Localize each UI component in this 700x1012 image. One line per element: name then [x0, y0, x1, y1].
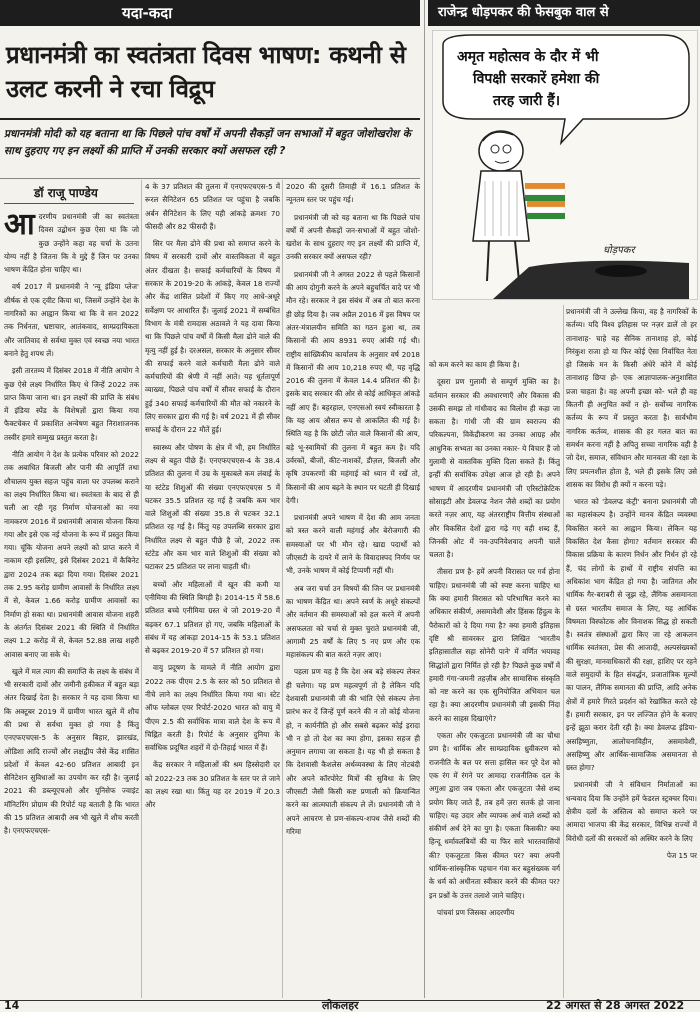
- flag-saffron: [527, 201, 565, 207]
- man-leg: [487, 241, 489, 281]
- article-column-5: [566, 305, 697, 998]
- paragraph: प्रधानमंत्री जी ने संविधान निर्माताओं का धन्यवाद दिया कि उन्होंने हमें फेडरल स्ट्रक्चर दिया। क्षेत्रीय दलों के अस्तित्व को समाप्त करने पर आमादा भाजपा की केंद्र सरकार, विभिन्न राज्यों में विरोधी दलों की सरकारों को अस्थिर करने के लिए: [566, 780, 697, 843]
- paragraph: बच्चों और महिलाओं में खून की कमी या एनीमिया की स्थिति बिगड़ी है। 2014-15 में 58.6 प्रतिशत बच्चे एनीमिया ग्रस्त थे जो 2019-20 में बढ़कर 67.1 प्रतिशत हो गए, जबकि महिलाओं के संबंध में यह आंकड़ा 2014-15 के 53.1 प्रतिशत से बढ़कर 2019-20 में 57 प्रतिशत हो गया।: [145, 579, 280, 656]
- article-column-2: [145, 180, 280, 998]
- paragraph: [4, 210, 139, 276]
- flag-white: [527, 207, 565, 213]
- paragraph: तीसरा प्रण है- हमें अपनी विरासत पर गर्व होना चाहिए। प्रधानमंत्री जी को स्पष्ट करना चाहिए था कि क्या हमारी विरासत को परिभाषित करने का अधिकार संकीर्ण, असमावेशी और हिंसक हिंदुत्व के पैरोकारों को दे दिया गया है? क्या हमारी इतिहास दृष्टि श्री सावरकर द्वारा लिखित 'भारतीय इतिहासातील सहा सोनेरी पाने' में वर्णित भयावह सिद्धांतों द्वारा निर्मित हो रही है? पिछले कुछ वर्षों में हमारी गंगा-जमनी तहज़ीब और सामासिक संस्कृति को नष्ट करने का एक सुनियोजित अभियान चल रहा है। क्या आदरणीय प्रधानमंत्री जी इसकी निंदा करने का साहस दिखाएंगे?: [429, 567, 560, 723]
- article-column-3: [286, 180, 420, 998]
- byline-rule: [4, 203, 134, 204]
- drop-cap: आ: [4, 210, 35, 242]
- article-column-1: [4, 210, 139, 998]
- headline: प्रधानमंत्री का स्वतंत्रता दिवस भाषण: कथनी से उलट करनी ने रचा विद्रूप: [6, 41, 406, 103]
- paragraph: खुले में मल त्याग की समाप्ति के लक्ष्य के संबंध में भी सरकारी दावों और जमीनी हकीकत में बहुत बड़ा अंतर दिखाई देता है। सरकार ने यह दावा किया था कि अक्टूबर 2019 में ग्रामीण भारत खुले में शौच की प्रथा से सर्वथा मुक्त हो गया है किंतु एनएफएचएस-5 के अनुसार बिहार, झारखंड, ओडिशा आदि राज्यों और लक्षद्वीप जैसे केंद्र शासित प्रदेशों में केवल 42-60 प्रतिशत आबादी इन सैनिटेशन सुविधाओं का उपयोग कर रही है। जुलाई 2021 की डब्ल्यूएचओ और यूनिसेफ ज्वाइंट मॉनिटरिंग प्रोग्राम की रिपोर्ट यह बताती है कि भारत की 15 प्रतिशत आबादी अब भी खुले में शौच करती है। एनएफएचएस-: [4, 666, 139, 836]
- paragraph: प्रधानमंत्री जी ने उल्लेख किया, वह है नागरिकों के कर्तव्य। यदि विश्व इतिहास पर नज़र डालें तो हर तानाशाह- चाहे वह सैनिक तानाशाह हो, कोई निरंकुश राजा हो या फिर कोई ऐसा निर्वाचित नेता हो जिसके मन के किसी अंधेरे कोने में कोई तानाशाह छिपा हो- एक आज्ञापालक-अनुशासित प्रजा चाहता है। वह अपनी इच्छा को- भले ही वह कितनी ही अनुचित क्यों न हो- सर्वोच्च नागरिक कर्तव्य के रूप में प्रस्तुत करता है। सार्वभौम नागरिक कर्तव्य, शासक की हर गलत बात का समर्थन करना नहीं है अपितु सच्चा नागरिक वही है जो देश, समाज, संविधान और मानवता की रक्षा के लिए प्रयत्नशील होता है, भले ही इसके लिए उसे शासक का विरोध ही क्यों न करना पड़े।: [566, 307, 697, 489]
- section-header-left: यदा-कदा: [0, 0, 420, 26]
- flag-saffron: [525, 183, 565, 189]
- cartoon-drawing: [433, 31, 697, 299]
- continued-note: पेज 15 पर: [666, 850, 697, 860]
- cartoonist-signature: धोड़पकर: [603, 245, 635, 256]
- paragraph: प्रधानमंत्री जी ने अगस्त 2022 से पहले किसानों की आय दोगुनी करने के अपने बहुचर्चित वादे पर भी मौन रहे। सरकार ने इस संबंध में अब तो बात करना ही छोड़ दिया है। जब अप्रैल 2016 में इस विषय पर अंतर-मंत्रालयीन समिति का गठन हुआ था, तब किसानों की आय 8931 रुपए आंकी गई थी। राष्ट्रीय सांख्यिकीय कार्यालय के अनुसार वर्ष 2018 में किसानों की आय 10,218 रुपए थी, यह वृद्धि 2016 की तुलना में केवल 14.4 प्रतिशत की है। इसके बाद सरकार की ओर से कोई आधिकृत आंकड़े नहीं आए हैं। बहरहाल, एनएसओ स्वयं स्वीकारता है कि यह आय औसत रूप से आकलित की गई है। स्थिति यह है कि छोटी जोत वाले किसानों की आय, बड़े भू-स्वामियों की तुलना में बहुत कम है। यदि उर्वरकों, बीजों, कीट-नाशकों, डीज़ल, बिजली और कृषि उपकरणों की महंगाई को ध्यान में रखें तो, किसानों की आय बढ़ने के स्थान पर घटती ही दिखाई देगी।: [286, 269, 420, 505]
- paragraph: वायु प्रदूषण के मामले में नीति आयोग द्वारा 2022 तक पीएम 2.5 के स्तर को 50 प्रतिशत से नीचे लाने का लक्ष्य निर्धारित किया गया था। स्टेट ऑफ ग्लोबल एयर रिपोर्ट-2020 भारत को वायु में पीएम 2.5 की सर्वाधिक मात्रा वाले देश के रूप में चिह्नित करती है। रिपोर्ट के अनुसार दुनिया के सर्वाधिक प्रदूषित शहरों में दो-तिहाई भारत में हैं।: [145, 663, 280, 753]
- column-divider: [563, 305, 564, 998]
- flag-green: [527, 213, 565, 219]
- paragraph: को कम करने का काम ही किया है।: [429, 360, 520, 369]
- paragraph-text: दरणीय प्रधानमंत्री जी का स्वतंत्रता दिवस उद्बोधन कुछ ऐसा था कि जो कुछ उन्होंने कहा वह चर्चा के उतना योग्य नहीं है जितना कि वे मुद्दे हैं जिन पर उनका भाषण केंद्रित होना चाहिए था।: [4, 212, 139, 275]
- flag-bundle: [525, 183, 565, 219]
- man-leg: [515, 241, 519, 281]
- paragraph: प्रधानमंत्री जी को यह बताना था कि पिछले पांच वर्षों में अपनी सैकड़ों जन-सभाओं में बहुत जोशो-खरोश के साथ दुहराए गए इन लक्ष्यों की प्राप्ति में, उनकी सरकार क्यों असफल रही?: [286, 212, 420, 262]
- headline-rule: [0, 118, 420, 120]
- paragraph: केंद्र सरकार ने महिलाओं की श्रम हिस्सेदारी दर को 2022-23 तक 30 प्रतिशत के स्तर पर ले जाने का लक्ष्य रखा था। किंतु यह दर 2019 में 20.3 और: [145, 760, 280, 810]
- paragraph: दूसरा प्रण गुलामी से सम्पूर्ण मुक्ति का है। वर्तमान सरकार की अवधारणाएँ और विकास की उसकी समझ तो गांधीवाद का विलोम ही कहा जा सकता है। गांधी जी की ग्राम स्वराज्य की परिकल्पना, विकेंद्रीकरण का उनका आग्रह और आधुनिक सभ्यता का उनका नकार- ये विचार हैं जो गुलामी से वास्तविक मुक्ति दिला सकते हैं। किंतु इन्हीं की सर्वाधिक उपेक्षा आज हो रही है। अपने भाषण में आदरणीय प्रधानमंत्री जी एरिस्टोक्रेटिक सोसाइटी और डेवलप्ड नेशन जैसे शब्दों का प्रयोग करते नज़र आए, यह अंतरराष्ट्रीय वित्तीय संस्थाओं और विकसित देशों द्वारा गढ़े गए वही शब्द हैं, जिनकी ओट में नव-उपनिवेशवाद अपनी चालें चलता है।: [429, 377, 560, 560]
- paragraph: स्वास्थ्य और पोषण के क्षेत्र में भी, हम निर्धारित लक्ष्य से बहुत पीछे हैं। एनएफएचएस-4 के 38.4 प्रतिशत की तुलना में उम्र के मुकाबले कम लंबाई के या स्टंटेड शिशुओं की संख्या एनएफएचएस 5 में घटकर 35.5 प्रतिशत रह गई है जबकि कम भार वाले शिशुओं की संख्या 35.8 से घटकर 32.1 प्रतिशत रह गई है। किंतु यह उपलब्धि सरकार द्वारा निर्धारित लक्ष्य से बहुत पीछे है जो, 2022 तक स्टंटेड और कम भार वाले शिशुओं की संख्या को घटाकर 25 प्रतिशत पर लाना चाहती थी।: [145, 442, 280, 572]
- road: [493, 261, 689, 299]
- byline: डॉ राजू पाण्डेय: [34, 186, 98, 200]
- article-column-4: [429, 358, 560, 998]
- paragraph: अब जरा चर्चा उन विषयों की जिन पर प्रधानमंत्री का भाषण केंद्रित था। अपने स्वर्ण के अधूरे संकल्पों और वर्तमान की समस्याओं को हल करने में अपनी असफलता को चर्चा से मुक्त चुराते प्रधानमंत्री जी, आगामी 25 वर्षों के लिए 5 नए प्रण और एक महासंकल्प की बात करते नज़र आए।: [286, 583, 420, 660]
- paragraph: भारत को 'डेवलप्ड कंट्री' बनाना प्रधानमंत्री जी का महासंकल्प है। उन्होंने मानव केंद्रित व्यवस्था विकसित करने का आह्वान किया। लेकिन यह विकसित देश कैसा होगा? वर्तमान सरकार की विकास प्रक्रिया के कारण निर्धन और निर्धन हो रहे हैं, चंद लोगों के हाथों में राष्ट्रीय संपत्ति का अधिकांश भाग केंद्रित हो गया है। जातिगत और धार्मिक गैर-बराबरी से जूझ रहे, लैंगिक असमानता से ग्रस्त भारतीय समाज के लिए, यह आर्थिक विषमता विस्फोटक और विनाशक सिद्ध हो सकती है। स्वतंत्र संस्थाओं द्वारा किए जा रहे आकलन धार्मिक स्वतंत्रता, प्रेस की आजादी, अल्पसंख्यकों की सुरक्षा, मानवाधिकारों की रक्षा, हाशिए पर रहने वाले समुदायों के हित संवर्द्धन, प्रजातांत्रिक मूल्यों का पालन, लैंगिक समानता की प्राप्ति, आदि अनेक क्षेत्रों में हमारे गिरते प्रदर्शन को रेखांकित करते रहे हैं। हमारी सरकार, इन पर लज्जित होने के बजाए इन्हें झूठा करार देती रही है। क्या डेवलप्ड इंडिया- असहिष्णुता, आलोचनाविहीन, असमावेशी, असहिष्णु और आर्थिक-सामाजिक असमानता से ग्रस्त होगा?: [566, 497, 697, 773]
- deck-rule: [0, 178, 420, 179]
- paragraph: नीति आयोग ने देश के प्रत्येक परिवार को 2022 तक अबाधित बिजली और पानी की आपूर्ति तथा शौचालय युक्त सहज पहुंच वाला घर उपलब्ध कराने का लक्ष्य निर्धारित किया था। स्वतंत्रता के बाद से ही चली आ रही गृह निर्माण योजनाओं का नया नामकरण 2016 में प्रधानमंत्री आवास योजना किया गया और इसे एक नई योजना के रूप में प्रस्तुत किया गया। चूंकि योजना अपने लक्ष्यों को प्राप्त करने में नाकाम रही इसलिए, इसे दिसंबर 2021 में कैबिनेट द्वारा 2024 तक बढ़ा दिया गया। दिसंबर 2021 तक 2.95 करोड़ ग्रामीण आवासों के निर्धारित लक्ष्य में से, केवल 1.66 करोड़ ग्रामीण आवासों का निर्माण हो सका था। प्रधानमंत्री आवास योजना शहरी के अंतर्गत दिसंबर 2021 की स्थिति में निर्धारित लक्ष्य 1.2 करोड़ में से, केवल 52.88 लाख शहरी आवास बनाए जा सके थे।: [4, 450, 139, 659]
- column-divider: [282, 180, 283, 998]
- garbage-puddle: [595, 265, 647, 277]
- paragraph: पांचवां प्रण जिसका आदरणीय: [437, 907, 515, 917]
- man-head: [479, 131, 523, 171]
- flag-green: [525, 195, 565, 201]
- paragraph: 4 के 37 प्रतिशत की तुलना में एनएफएचएस-5 में रूरल सैनिटेशन 65 प्रतिशत पर पहुंचा है जबकि अर्बन सैनिटेशन के लिए यही आंकड़े क्रमशः 70 फीसदी और 82 फीसदी हैं।: [145, 182, 280, 231]
- paragraph: पहला प्रण यह है कि देश अब बड़े संकल्प लेकर ही चलेगा। यह प्रण महत्वपूर्ण तो है लेकिन यदि देशवासी प्रधानमंत्री जी की भांति ऐसे संकल्प लेना प्रारंभ कर दें जिन्हें पूर्ण करने की न तो कोई योजना हो, न कार्यनीति हो और सबसे बढ़कर कोई इरादा भी न हो तो देश का क्या होगा, इसका सहज ही अनुमान लगाया जा सकता है। यह भी हो सकता है कि देशवासी कैशलेस अर्थव्यवस्था के लिए नोटबंदी और अपने कॉरपोरेट मित्रों की सुविधा के लिए जीएसटी जैसी किसी कष्ट प्रणाली को क्रियान्वित करने का आत्मघाती संकल्प ले लें। प्रधानमंत्री जी ने अपने आचरण से प्रण-संकल्प-शपथ जैसे शब्दों की गरिमा: [286, 667, 420, 836]
- paragraph: एकता और एकजुटता प्रधानमंत्री जी का चौथा प्रण है। धार्मिक और साम्प्रदायिक ध्रुवीकरण को राजनीति के बल पर सत्ता हासिल कर पूरे देश को एक रंग में रंगने पर आमादा राजनीतिक दल के अगुआ द्वारा जब एकता और एकजुटता जैसे शब्द प्रयोग किए जाते हैं, तब हमें ज़रा सतर्क हो जाना चाहिए। यह उदार और व्यापक अर्थ वाले शब्दों को संकीर्ण अर्थ देने का युग है। एकता किसकी? क्या हिन्दू धर्मावलंबियों की या फिर सारे भारतवासियों की? एकजुटता किस कीमत पर? क्या अपनी धार्मिक-सांस्कृतिक पहचान गंवा कर बहुसंख्यक वर्ग के धर्म को अधीनता स्वीकार करने की कीमत पर? इन प्रश्नों के उत्तर तलाशे जाने चाहिए।: [429, 731, 560, 900]
- paragraph: वर्ष 2017 में प्रधानमंत्री ने 'न्यू इंडिया प्लेज' शीर्षक से एक ट्वीट किया था, जिसमें उन्होंने देश के नागरिकों का आह्वान किया था कि वे सन 2022 तक निर्धनता, भ्रष्टाचार, आतंकवाद, साम्प्रदायिकता और जातिवाद से सर्वथा मुक्त एवं स्वच्छ नया भारत बनाने हेतु शपथ लें।: [4, 282, 139, 358]
- cartoon-caption-line-2: विपक्षी सरकारें हमेशा की: [473, 71, 600, 87]
- paragraph: 2020 की दूसरी तिमाही में 16.1 प्रतिशत के न्यूनतम स्तर पर पहुंच गई।: [286, 182, 420, 205]
- publication-name: लोकलहर: [322, 999, 359, 1012]
- paragraph: सिर पर मैला ढोने की प्रथा को समाप्त करने के विषय में सरकारी दावों और वास्तविकता में बहुत अंतर दीखता है। सफाई कर्मचारियों के विषय में सरकार के 2019-20 के आंकड़े, केवल 18 राज्यों और केंद्र शासित प्रदेशों में किए गए आधे-अधूरे सर्वेक्षण पर आधारित हैं। जुलाई 2021 में सम्बंधित विभाग के मंत्री रामदास अठावले ने यह दावा किया था कि पिछले पांच वर्षों में किसी मैला ढोने वाले की मृत्यु नहीं हुई है। दरअसल, सरकार के अनुसार सीवर की सफाई करने वाले कर्मचारी मैला ढोने वाले कर्मचारियों की श्रेणी में नहीं आते। यह धूर्ततापूर्ण व्याख्या, पिछले पांच वर्षों में सीवर सफाई के दौरान हुई 340 सफाई कर्मचारियों की मौत को नकारने के लिए सरकार द्वारा की गई है। वर्ष 2021 में ही सीवर सफाई के दौरान 22 मौतें हुई।: [145, 239, 280, 435]
- cartoon-caption-line-1: अमृत महोत्सव के दौर में भी: [457, 49, 599, 65]
- section-divider: [424, 0, 425, 998]
- paragraph: इसी तारतम्य में दिसंबर 2018 में नीति आयोग ने कुछ ऐसे लक्ष्य निर्धारित किए थे जिन्हें 2022 तक प्राप्त किया जाना था। इन लक्ष्यों की प्राप्ति के संबंध में इंडिया स्पेंड के विशेषज्ञों द्वारा किया गया फैक्टचेकर में प्रकाशित अन्वेषण बहुत निराशाजनक तस्वीर हमारे सम्मुख प्रस्तुत करता है।: [4, 366, 139, 442]
- flag-white: [525, 189, 565, 195]
- issue-date: 22 अगस्त से 28 अगस्त 2022: [546, 999, 685, 1012]
- deck: प्रधानमंत्री मोदी को यह बताना था कि पिछले पांच वर्षों में अपनी सैकड़ों जन सभाओं में बहुत जोशोखरोश के साथ दुहराए गए इन लक्ष्यों की प्राप्ति में उनकी सरकार क्यों असफल रही ?: [4, 128, 411, 157]
- column-divider: [141, 180, 142, 998]
- page-number: 14: [4, 999, 20, 1012]
- cartoon-caption-line-3: तरह जारी हैं।: [493, 93, 560, 109]
- cartoon: [432, 30, 698, 300]
- section-header-right: राजेन्द्र धोड़पकर की फेसबुक वाल से: [428, 0, 700, 26]
- paragraph: प्रधानमंत्री अपने भाषण में देश की आम जनता को त्रस्त करने वाली महंगाई और बेरोजगारी की समस्याओं पर भी मौन रहे। खाद्य पदार्थों को जीएसटी के दायरे में लाने के विवादास्पद निर्णय पर भी, उनके भाषण में कोई टिप्पणी नहीं थी।: [286, 513, 420, 576]
